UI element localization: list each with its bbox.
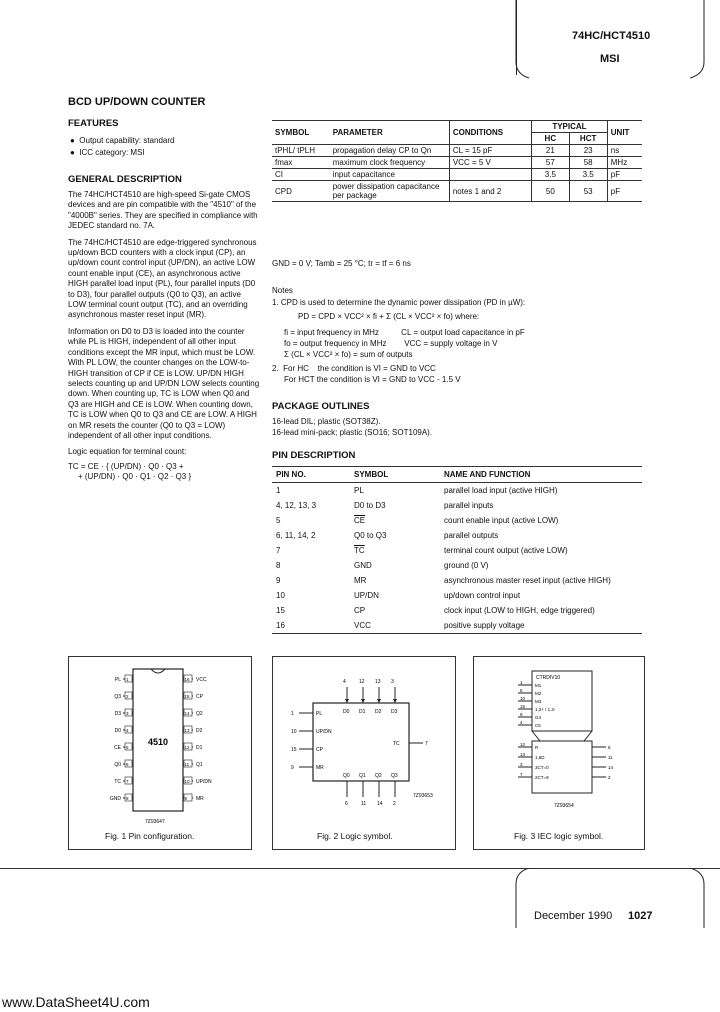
pin-label: D2 (196, 728, 203, 734)
table-row: CI input capacitance 3.5 3.5 pF (272, 169, 642, 181)
footer-date: December 1990 (534, 910, 613, 922)
pin-label: UP/DN (316, 729, 332, 735)
pin-label: D2 (375, 709, 382, 715)
pin-label: Q1 (359, 773, 366, 779)
pin-number: 15 (520, 704, 526, 709)
description-paragraph: The 74HC/HCT4510 are high-speed Si-gate CMOS devices and are pin compatible with the "4510" of the "4000B" series. They are specified in compliance with JEDEC standard no. 7A. (68, 190, 258, 231)
features-heading: FEATURES (68, 118, 119, 129)
pin-label: Q2 (375, 773, 382, 779)
package-line: 16-lead DIL; plastic (SOT38Z). (272, 417, 381, 426)
pin-number: 7 (126, 779, 129, 784)
pin-number: 2 (126, 694, 129, 699)
pin-label: 2CT=9 (535, 775, 549, 780)
pin-label: D0 (343, 709, 350, 715)
header-corner-right (690, 0, 720, 80)
pin-number: 4 (343, 679, 346, 685)
table-row: fmax maximum clock frequency VCC = 5 V 57 58 MHz (272, 157, 642, 169)
pin-label: UP/DN (196, 779, 212, 785)
pin-number: 8 (126, 796, 129, 801)
pin-number: 1 (291, 711, 294, 717)
col-header: CONDITIONS (449, 121, 531, 145)
col-header: PARAMETER (330, 121, 450, 145)
figure-logic-symbol (272, 656, 456, 850)
part-number: 74HC/HCT4510 (572, 30, 651, 42)
pin-number: 4 (520, 720, 523, 725)
pin-label: Q3 (391, 773, 398, 779)
table-row: 15 CP clock input (LOW to HIGH, edge triggered) (276, 606, 595, 615)
pin-number: 11 (608, 755, 613, 760)
pin-label: GND (109, 796, 121, 802)
table-row: 1 PL parallel load input (active HIGH) (276, 486, 558, 495)
note-line: fo = output frequency in MHz VCC = supply voltage in V (284, 339, 498, 348)
note-line: For HCT the condition is VI = GND to VCC - 1.5 V (284, 375, 461, 384)
pin-label: Q3 (114, 694, 121, 700)
pin-number: 9 (184, 796, 188, 801)
figure-code: 7Z93654 (554, 803, 574, 809)
pin-number: 14 (184, 711, 190, 716)
figure-code: 7Z93647 (145, 819, 165, 825)
pin-number: 2 (393, 801, 396, 807)
col-header: UNIT (607, 121, 642, 145)
pin-number: 10 (520, 696, 526, 701)
col-header: SYMBOL (350, 467, 440, 483)
pin-number: 13 (520, 752, 526, 757)
col-header: TYPICAL (532, 121, 608, 133)
logic-equation-label: Logic equation for terminal count: (68, 447, 187, 457)
pin-number: 6 (345, 801, 348, 807)
package-line: 16-lead mini-pack; plastic (SO16; SOT109A). (272, 428, 433, 437)
pin-label: TC (393, 741, 400, 747)
page-number: 1027 (628, 910, 653, 922)
pin-description-heading: PIN DESCRIPTION (272, 450, 356, 461)
pin-number: 14 (608, 765, 614, 770)
pin-label: D0 (114, 728, 121, 734)
pin-number: 10 (184, 779, 190, 784)
category: MSI (600, 53, 620, 65)
table-row: 9 MR asynchronous master reset input (active HIGH) (276, 576, 611, 585)
pin-label: D1 (196, 745, 203, 751)
header-corner-left (505, 0, 545, 80)
note-line: fi = input frequency in MHz CL = output load capacitance in pF (284, 328, 525, 337)
figure-iec-symbol (473, 656, 645, 850)
note-line: Σ (CL × VCC² × fo) = sum of outputs (284, 350, 413, 359)
pin-label: G4 (535, 715, 542, 720)
col-header: SYMBOL (272, 121, 330, 145)
note-line: 2. For HC the condition is VI = GND to VCC (272, 364, 436, 373)
figure-caption: Fig. 1 Pin configuration. (105, 831, 195, 841)
pin-number: 12 (184, 745, 190, 750)
pin-label: CE (114, 745, 121, 751)
pin-label: Q2 (196, 711, 203, 717)
pin-table (272, 466, 642, 634)
description-paragraph: Information on D0 to D3 is loaded into the counter while PL is HIGH, independent of all other input conditions except the MR input, which must be LOW. With PL LOW, the counter changes on the LOW-to-HIGH transition of CP if CE is LOW. UP/DN HIGH selects counting up and UP/DN LOW selects counting down. When counting up, TC is LOW when Q0 and Q3 are HIGH and CE is LOW. When counting down, TC is LOW when Q0 to Q3 and CE are LOW. A HIGH on MR resets the counter (Q0 to Q3 = LOW) independent of all other input conditions. (68, 326, 260, 440)
pin-label: TC (114, 779, 121, 785)
table-row: 6, 11, 14, 2 Q0 to Q3 parallel outputs (276, 531, 499, 540)
pin-number: 12 (359, 679, 365, 685)
iec-symbol-diagram (474, 657, 644, 849)
pin-number: 6 (126, 762, 129, 767)
pin-number: 5 (520, 688, 523, 693)
footer-corner-right (690, 868, 720, 928)
pin-number: 3 (391, 679, 394, 685)
pin-number: 5 (126, 745, 129, 750)
pin-label: D3 (114, 711, 121, 717)
pin-label: Q1 (196, 762, 203, 768)
table-row: CPD power dissipation capacitance per package notes 1 and 2 50 53 pF (272, 181, 642, 202)
pin-label: D3 (391, 709, 398, 715)
pin-number: 1 (126, 677, 129, 682)
pin-number: 11 (184, 762, 190, 767)
pin-label: Q0 (114, 762, 121, 768)
pin-label: M1 (535, 683, 542, 688)
table-row: 8 GND ground (0 V) (276, 561, 489, 570)
pin-label: R (535, 745, 539, 750)
table-row: 5 $\overline{CE}$ count enable input (active LOW) (276, 516, 559, 525)
pin-number: 3 (126, 711, 129, 716)
col-header: HCT (569, 133, 607, 145)
pin-label: M3 (535, 699, 542, 704)
pin-number: 15 (184, 694, 190, 699)
feature-item: ● ICC category: MSI (70, 148, 145, 157)
feature-item: ● Output capability: standard (70, 136, 175, 145)
logic-symbol-diagram (273, 657, 455, 849)
iec-divider (532, 731, 592, 741)
pin-label: 1,5D (535, 755, 545, 760)
figure-pin-configuration (68, 656, 252, 850)
pin-number: 13 (184, 728, 190, 733)
figure-caption: Fig. 3 IEC logic symbol. (514, 831, 604, 841)
pin-number: 7 (520, 772, 523, 777)
note-line: PD = CPD × VCC² × fi + Σ (CL × VCC² × fo) where: (298, 312, 480, 321)
pin-label: Q0 (343, 773, 350, 779)
table-row: 4, 12, 13, 3 D0 to D3 parallel inputs (276, 501, 494, 510)
figure-code: 7Z93653 (413, 793, 433, 799)
pin-label: MR (196, 796, 204, 802)
pin-label: PL (114, 677, 121, 683)
pin-number: 14 (377, 801, 383, 807)
general-description-heading: GENERAL DESCRIPTION (68, 174, 182, 185)
pin-number: 4 (126, 728, 129, 733)
logic-equation-line: + (UP/DN) · Q0 · Q1 · Q2 · Q3 } (78, 472, 192, 482)
pin-configuration-diagram (69, 657, 251, 849)
watermark: www.DataSheet4U.com (2, 994, 150, 1010)
logic-equation-line: TC = CE · { (UP/DN) · Q0 · Q3 + (68, 461, 184, 471)
col-header: PIN NO. (272, 467, 350, 483)
table-row: 10 UP/DN up/down control input (276, 591, 521, 600)
pin-number: 7 (425, 741, 428, 747)
table-row: 7 $\overline{TC}$ terminal count output (active LOW) (276, 546, 568, 555)
note-line: 1. CPD is used to determine the dynamic power dissipation (PD in µW): (272, 298, 526, 307)
table-row: 16 VCC positive supply voltage (272, 618, 642, 634)
pin-number: 3 (520, 762, 523, 767)
package-heading: PACKAGE OUTLINES (272, 401, 370, 412)
col-header: HC (532, 133, 569, 145)
pin-number: 10 (291, 729, 297, 735)
chip-label: 4510 (148, 737, 169, 747)
pin-label: 1,2+ / 1,3- (535, 707, 556, 712)
figure-caption: Fig. 2 Logic symbol. (317, 831, 393, 841)
pin-number: 1 (520, 680, 523, 685)
pin-label: D1 (359, 709, 366, 715)
pin-label: PL (316, 711, 323, 717)
description-paragraph: The 74HC/HCT4510 are edge-triggered synchronous up/down BCD counters with a clock input (CP), an up/down count control input (UP/DN), an active LOW count enable input (CE), an asynchronous active HIGH parallel load input (PL), four parallel inputs (D0 to D3), four parallel outputs (Q0 to Q3), an active LOW terminal count output (TC), and an overriding asynchronous master reset input (MR). (68, 237, 257, 320)
pin-label: CP (196, 694, 203, 700)
pin-number: 13 (375, 679, 381, 685)
pin-label: MR (316, 765, 324, 771)
table-row: tPHL/ tPLH propagation delay CP to Qn CL = 15 pF 21 23 ns (272, 145, 642, 157)
pin-number: 15 (291, 747, 297, 753)
pin-number: 9 (291, 765, 294, 771)
notes-heading: Notes (272, 286, 293, 295)
pin-number: 12 (520, 742, 526, 747)
pin-number: 16 (184, 677, 190, 682)
pin-number: 9 (520, 712, 523, 717)
general-description (68, 190, 260, 483)
pin-number: 6 (608, 745, 611, 750)
iec-header: CTRDIV10 (536, 675, 561, 681)
col-header: NAME AND FUNCTION (440, 467, 642, 483)
footer-rule (0, 868, 720, 869)
page-title: BCD UP/DOWN COUNTER (68, 96, 206, 108)
pin-label: M2 (535, 691, 542, 696)
pin-label: VCC (196, 677, 207, 683)
pin-label: 3CT=0 (535, 765, 549, 770)
pin-label: C5 (535, 723, 541, 728)
table-footnote: GND = 0 V; Tamb = 25 °C; tr = tf = 6 ns (272, 259, 411, 268)
pin-number: 11 (361, 801, 367, 807)
spec-table (272, 120, 642, 202)
pin-label: CP (316, 747, 323, 753)
pin-number: 2 (608, 775, 611, 780)
